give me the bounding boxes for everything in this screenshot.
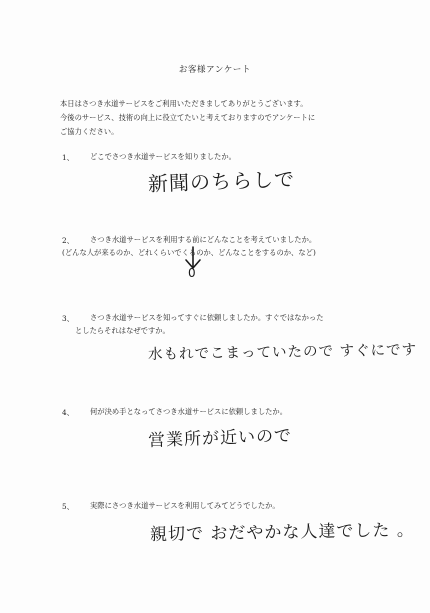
- page-title: お客様アンケート: [178, 65, 252, 75]
- question-5-answer: 親切で おだやかな人達でした 。: [149, 520, 415, 545]
- question-4-text: 何が決め手となってさつき水道サービスに依頼しましたか。: [90, 407, 288, 416]
- question-2-subtext: (どんな人が来るのか、どれくらいでくるのか、どんなことをするのか、など): [62, 248, 316, 257]
- question-3-text: さつき水道サービスを知ってすぐに依頼しましたか。すぐではなかった: [90, 313, 324, 322]
- question-3-subtext: としたらそれはなぜですか。: [75, 326, 170, 335]
- question-2-text: さつき水道サービスを利用する前にどんなことを考えていましたか。: [90, 235, 317, 244]
- question-4-answer: 営業所が近いので: [147, 425, 293, 451]
- question-3-number: 3、: [62, 314, 74, 323]
- intro-line-1: 本日はさつき水道サービスをご利用いただきましてありがとうございます。: [60, 99, 308, 108]
- question-2-answer: 0: [188, 266, 197, 280]
- question-5-text: 実際にさつき水道サービスを利用してみてどうでしたか。: [90, 501, 280, 510]
- question-4-number: 4、: [62, 408, 74, 417]
- question-1-answer: 新聞のちらしで: [147, 166, 296, 196]
- intro-line-2: 今後のサービス、技術の向上に役立てたいと考えておりますのでアンケートに: [60, 113, 316, 122]
- question-1-number: 1、: [62, 153, 74, 162]
- intro-line-3: ご協力ください。: [60, 127, 119, 136]
- question-5-number: 5、: [62, 502, 74, 511]
- question-1-text: どこでさつき水道サービスを知りましたか。: [90, 152, 236, 161]
- question-3-answer: 水もれでこまっていたので すぐにです: [147, 342, 418, 363]
- question-2-number: 2、: [62, 236, 74, 245]
